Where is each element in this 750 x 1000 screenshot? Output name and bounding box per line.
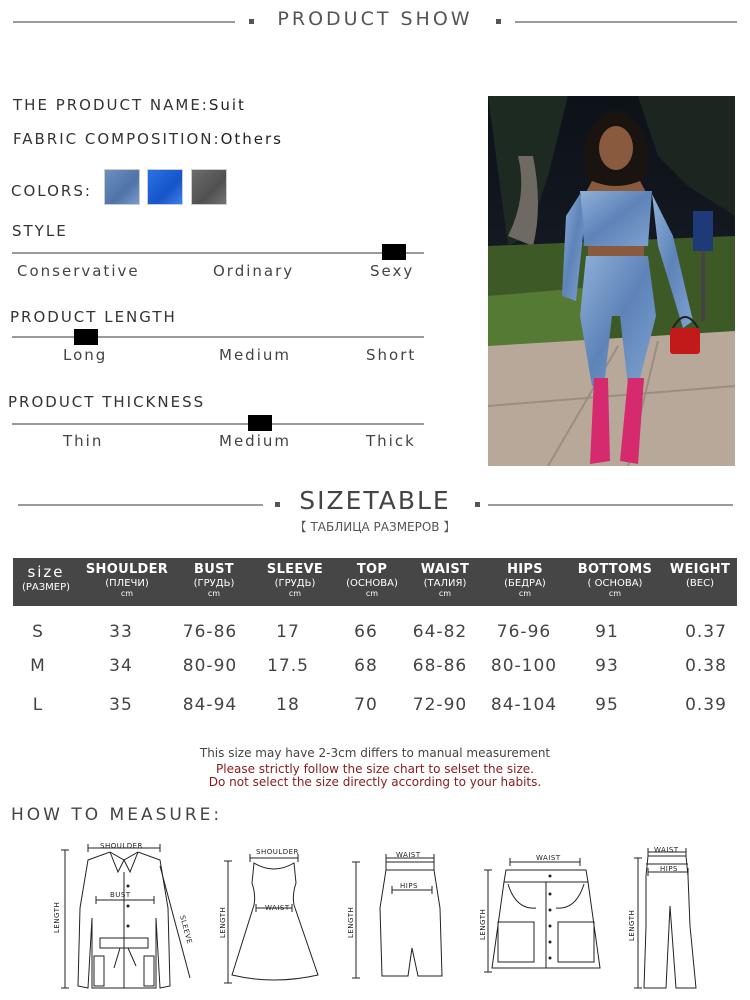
skirt-waist-label: WAIST <box>396 851 421 859</box>
header-shoulder-unit: cm <box>120 589 134 598</box>
product-name-value: Suit <box>208 96 246 114</box>
size-table-header <box>13 558 737 606</box>
jacket-length-label: LENGTH <box>53 901 61 933</box>
cell-bust: 80-90 <box>182 656 238 676</box>
cell-top: 66 <box>354 622 378 642</box>
cell-bottoms: 95 <box>595 695 619 715</box>
sizetable-dot-right <box>475 502 480 507</box>
header-sleeve-unit: cm <box>288 589 302 598</box>
thickness-label: PRODUCT THICKNESS <box>8 393 206 411</box>
header-weight <box>663 558 737 606</box>
header-top-title: TOP <box>356 562 388 577</box>
header-bust-unit: cm <box>207 589 221 598</box>
header-shoulder-ru: (ПЛЕЧИ) <box>105 578 149 589</box>
dress-length-label: LENGTH <box>219 906 227 938</box>
header-hips-ru: (БЕДРА) <box>504 578 546 589</box>
how-to-measure-title: HOW TO MEASURE: <box>11 805 223 825</box>
skirt-hips-label: HIPS <box>400 882 418 890</box>
header-waist-unit: cm <box>438 589 452 598</box>
header-size-ru: (РАЗМЕР) <box>21 582 71 593</box>
thickness-option-thick: Thick <box>366 432 416 450</box>
skirt-length-label: LENGTH <box>347 906 355 938</box>
product-name-label: THE PRODUCT NAME: <box>13 96 209 114</box>
cell-top: 68 <box>354 656 378 676</box>
cell-size: L <box>32 695 44 715</box>
header-top-unit: cm <box>365 589 379 598</box>
style-option-ordinary: Ordinary <box>213 262 295 280</box>
color-swatch-gray[interactable] <box>191 169 227 205</box>
size-warning-2: Do not select the size directly according to your habits. <box>208 775 542 789</box>
header-bust <box>175 558 253 606</box>
product-photo <box>488 96 735 466</box>
cell-waist: 64-82 <box>412 622 468 642</box>
header-bust-title: BUST <box>194 562 234 577</box>
length-label: PRODUCT LENGTH <box>10 308 177 326</box>
thickness-option-medium: Medium <box>219 432 291 450</box>
dress-shoulder-label: SHOULDER <box>256 848 299 856</box>
color-swatch-blue[interactable] <box>147 169 183 205</box>
jacket-bust-label: BUST <box>110 891 131 899</box>
pants-measure-diagram <box>624 846 714 996</box>
cell-weight: 0.39 <box>685 695 727 715</box>
fabric-value: Others <box>220 130 283 148</box>
header-waist-ru: (ТАЛИЯ) <box>423 578 467 589</box>
cell-waist: 72-90 <box>412 695 468 715</box>
header-waist-title: WAIST <box>420 562 470 577</box>
length-option-long: Long <box>63 346 108 364</box>
style-option-sexy: Sexy <box>370 262 415 280</box>
header-top-ru: (ОСНОВА) <box>346 578 398 589</box>
cell-hips: 80-100 <box>490 656 558 676</box>
header-waist <box>407 558 483 606</box>
thickness-track <box>12 423 424 425</box>
cell-weight: 0.37 <box>685 622 727 642</box>
style-marker <box>382 244 406 260</box>
header-bottoms <box>567 558 663 606</box>
page-title: PRODUCT SHOW <box>277 8 473 30</box>
header-sleeve <box>253 558 337 606</box>
jacket-measure-diagram <box>48 838 198 993</box>
cell-hips: 76-96 <box>496 622 552 642</box>
size-warning-1: Please strictly follow the size chart to selset the size. <box>216 762 534 776</box>
length-marker <box>74 329 98 345</box>
cell-shoulder: 33 <box>109 622 133 642</box>
cell-bottoms: 93 <box>595 656 619 676</box>
size-note: This size may have 2-3cm differs to manual measurement <box>199 746 551 760</box>
product-name <box>13 96 246 114</box>
cell-waist: 68-86 <box>412 656 468 676</box>
cell-bottoms: 91 <box>595 622 619 642</box>
header-shoulder-title: SHOULDER <box>85 562 169 577</box>
cell-weight: 0.38 <box>685 656 727 676</box>
style-option-conservative: Conservative <box>17 262 140 280</box>
header-shoulder <box>79 558 175 606</box>
dress-measure-diagram <box>214 843 324 993</box>
cell-hips: 84-104 <box>490 695 558 715</box>
sizetable-rule-right <box>488 504 733 506</box>
cell-size: M <box>30 656 46 676</box>
cell-bust: 84-94 <box>182 695 238 715</box>
skirt-measure-diagram <box>342 848 452 988</box>
sizetable-title: SIZETABLE <box>299 486 451 515</box>
colors-label: COLORS: <box>11 182 92 200</box>
header-bust-ru: (ГРУДЬ) <box>193 578 235 589</box>
sizetable-subtitle: 【 ТАБЛИЦА РАЗМЕРОВ 】 <box>294 520 456 534</box>
header-rule-right <box>515 21 737 23</box>
header-dot-right <box>496 19 501 24</box>
pants-waist-label: WAIST <box>654 846 679 854</box>
header-bottoms-ru: ( ОСНОВА) <box>587 578 643 589</box>
header-size-title: size <box>27 563 65 581</box>
cell-top: 70 <box>354 695 378 715</box>
header-hips <box>483 558 567 606</box>
header-bottoms-unit: cm <box>608 589 622 598</box>
header-hips-title: HIPS <box>507 562 543 577</box>
cell-size: S <box>32 622 44 642</box>
cell-sleeve: 17 <box>276 622 300 642</box>
header-hips-unit: cm <box>518 589 532 598</box>
cell-shoulder: 35 <box>109 695 133 715</box>
header-size <box>13 558 79 606</box>
cell-bust: 76-86 <box>182 622 238 642</box>
thickness-option-thin: Thin <box>63 432 104 450</box>
pants-hips-label: HIPS <box>660 865 678 873</box>
dress-waist-label: WAIST <box>265 904 290 912</box>
cell-sleeve: 17.5 <box>267 656 309 676</box>
style-track <box>12 252 424 254</box>
pants-length-label: LENGTH <box>628 909 636 941</box>
jacket-sleeve-label: SLEEVE <box>178 914 194 945</box>
thickness-marker <box>248 415 272 431</box>
header-sleeve-title: SLEEVE <box>266 562 324 577</box>
denim-skirt-waist-label: WAIST <box>536 854 561 862</box>
length-option-short: Short <box>366 346 417 364</box>
style-label: STYLE <box>12 222 68 240</box>
cell-sleeve: 18 <box>276 695 300 715</box>
denim-skirt-measure-diagram <box>476 850 616 980</box>
header-bottoms-title: BOTTOMS <box>577 562 653 577</box>
length-option-medium: Medium <box>219 346 291 364</box>
denim-skirt-length-label: LENGTH <box>479 908 487 940</box>
jacket-shoulder-label: SHOULDER <box>100 842 143 850</box>
cell-shoulder: 34 <box>109 656 133 676</box>
color-swatch-denim[interactable] <box>104 169 140 205</box>
fabric-composition <box>13 130 283 148</box>
header-top <box>337 558 407 606</box>
header-weight-ru: (ВЕС) <box>686 578 714 589</box>
header-weight-title: WEIGHT <box>669 562 731 577</box>
header-sleeve-ru: (ГРУДЬ) <box>274 578 316 589</box>
fabric-label: FABRIC COMPOSITION: <box>13 130 221 148</box>
